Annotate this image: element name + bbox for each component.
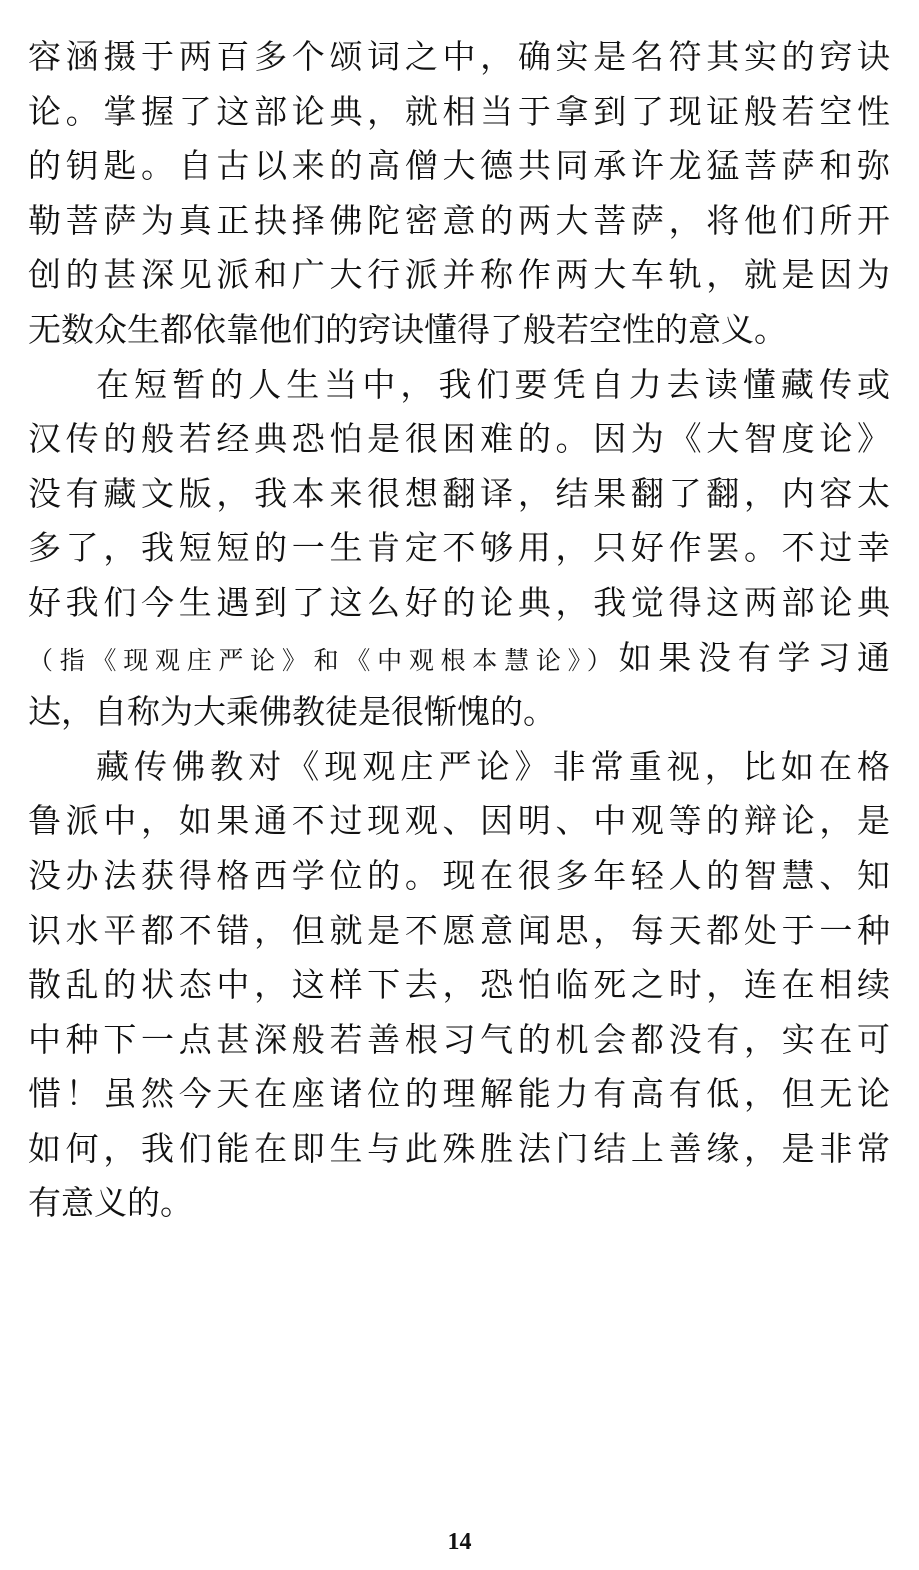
text-line: 勒菩萨为真正抉择佛陀密意的两大菩萨，将他们所开 bbox=[28, 200, 890, 240]
text-line: 鲁派中，如果通不过现观、因明、中观等的辩论，是 bbox=[28, 801, 890, 841]
text-line: 没有藏文版，我本来很想翻译，结果翻了翻，内容太 bbox=[28, 473, 890, 513]
text-line: 论。掌握了这部论典，就相当于拿到了现证般若空性 bbox=[28, 91, 890, 131]
text-line: 多了，我短短的一生肯定不够用，只好作罢。不过幸 bbox=[28, 528, 890, 568]
text-line: 创的甚深见派和广大行派并称作两大车轨，就是因为 bbox=[28, 255, 890, 295]
text-line: 藏传佛教对《现观庄严论》非常重视，比如在格 bbox=[96, 746, 890, 786]
text-line: 在短暂的人生当中，我们要凭自力去读懂藏传或 bbox=[96, 364, 890, 404]
text-line-with-note bbox=[28, 631, 890, 686]
text-line: 如何，我们能在即生与此殊胜法门结上善缘，是非常 bbox=[28, 1128, 890, 1168]
text-line: 中种下一点甚深般若善根习气的机会都没有，实在可 bbox=[28, 1019, 890, 1059]
page-number: 14 bbox=[447, 1529, 472, 1555]
text-line: 的钥匙。自古以来的高僧大德共同承许龙猛菩萨和弥 bbox=[28, 146, 890, 186]
text-line: 好我们今生遇到了这么好的论典，我觉得这两部论典 bbox=[28, 582, 890, 622]
text-line: 容涵摄于两百多个颂词之中，确实是名符其实的窍诀 bbox=[28, 37, 890, 76]
text-line: 无数众生都依靠他们的窍诀懂得了般若空性的意义。 bbox=[28, 309, 787, 349]
parenthetical-note: （指《现观庄严论》和《中观根本慧论》） bbox=[28, 645, 619, 675]
body-text bbox=[28, 30, 890, 1231]
text-line: 达，自称为大乘佛教徒是很惭愧的。 bbox=[28, 692, 556, 732]
text-segment: 如果没有学习通 bbox=[618, 637, 890, 677]
text-line: 识水平都不错，但就是不愿意闻思，每天都处于一种 bbox=[28, 910, 890, 950]
text-line: 散乱的状态中，这样下去，恐怕临死之时，连在相续 bbox=[28, 965, 890, 1005]
text-line: 惜！虽然今天在座诸位的理解能力有高有低，但无论 bbox=[28, 1074, 890, 1114]
text-line: 汉传的般若经典恐怕是很困难的。因为《大智度论》 bbox=[28, 419, 890, 459]
text-line: 有意义的。 bbox=[28, 1183, 193, 1223]
text-line: 没办法获得格西学位的。现在很多年轻人的智慧、知 bbox=[28, 855, 890, 895]
